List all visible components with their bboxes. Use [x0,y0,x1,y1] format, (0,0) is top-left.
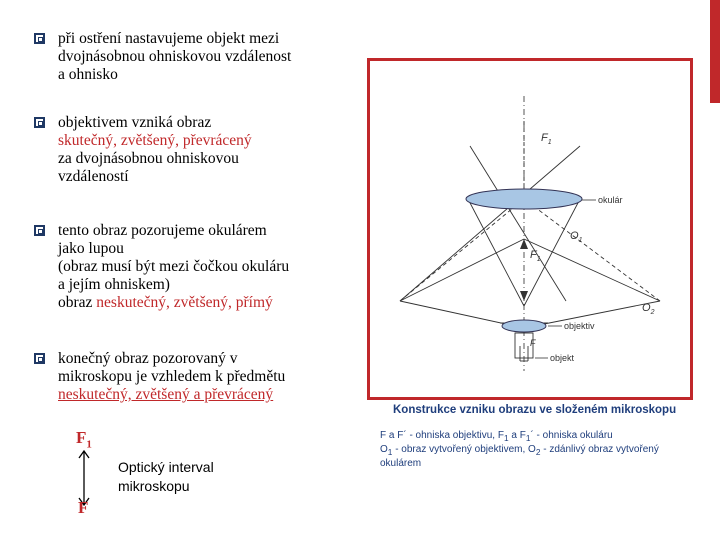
label-o1: $O_1$ [570,230,583,244]
bullet-3-line-5 [58,294,364,312]
figure-caption: Konstrukce vzniku obrazu ve složeném mikroskopu [393,404,677,416]
accent-bar [710,0,720,103]
bullet-3-red-text: neskutečný, zvětšený, přímý [96,294,273,311]
objective-lens-icon [502,320,546,332]
bullet-1-line-1: při ostření nastavujeme objekt mezi [58,30,280,47]
bullet-3-line-4: a jejím ohniskem) [58,276,170,293]
checkbox-bullet-icon [34,225,45,236]
figure-legend [380,430,700,470]
bullet-1-line-3: a ohnisko [58,66,118,83]
microscope-diagram [370,61,690,397]
label-f1-prime: $F_1$ [541,132,552,146]
bullet-2-line-1: objektivem vzniká obraz [58,114,212,131]
bullet-3-line-1: tento obraz pozorujeme okulárem [58,222,267,239]
optical-interval-text [118,458,214,496]
label-objekt: objekt [550,353,575,363]
label-fprime: F [530,338,536,348]
bullet-item-4 [34,350,364,404]
focal-f1-sub: 1 [86,438,92,451]
bullet-4-line-2: mikroskopu je vzhledem k předmětu [58,368,286,385]
interval-line-1: Optický interval [118,459,214,475]
image-arrow-icon [520,291,528,301]
focal-f1-letter: F [76,428,87,447]
dashed-rays [400,121,660,301]
label-f1: $F_1$ [530,249,541,263]
checkbox-bullet-icon [34,33,45,44]
bullet-1-line-2: dvojnásobnou ohniskovou vzdálenost [58,48,292,65]
legend-line-1: F a F´ - ohniska objektivu, $F_1$ a $F_1´$ - ohniska okuláru [380,430,613,443]
bullet-item-1 [34,30,364,84]
checkbox-bullet-icon [34,117,45,128]
bullet-item-2 [34,114,364,186]
bullet-4-red-text: neskutečný, zvětšený a převrácený [58,386,274,403]
bullet-item-3 [34,222,364,312]
label-objektiv: objektiv [564,321,595,331]
label-o2: $O_2$ [642,302,655,316]
bullet-3-prefix: obraz [58,294,93,311]
interval-line-2: mikroskopu [118,478,190,494]
bullet-3-line-3: (obraz musí být mezi čočkou okuláru [58,258,290,275]
bullet-4-line-1: konečný obraz pozorovaný v [58,350,238,367]
focal-f-label: F [78,498,89,517]
eyepiece-lens-icon [466,189,582,209]
bullet-3-line-2: jako lupou [58,240,124,257]
microscope-figure [367,58,693,400]
bullet-2-line-3: za dvojnásobnou ohniskovou [58,150,239,167]
bullet-2-red-text: skutečný, zvětšený, převrácený [58,132,252,149]
label-okular: okulár [598,195,623,205]
bullet-2-line-4: vzdáleností [58,168,129,185]
checkbox-bullet-icon [34,353,45,364]
optical-interval [60,428,320,528]
legend-line-2: $O_1$ - obraz vytvořený objektivem, $O_2$ - zdánlivý obraz vytvořený okulárem [380,444,659,469]
